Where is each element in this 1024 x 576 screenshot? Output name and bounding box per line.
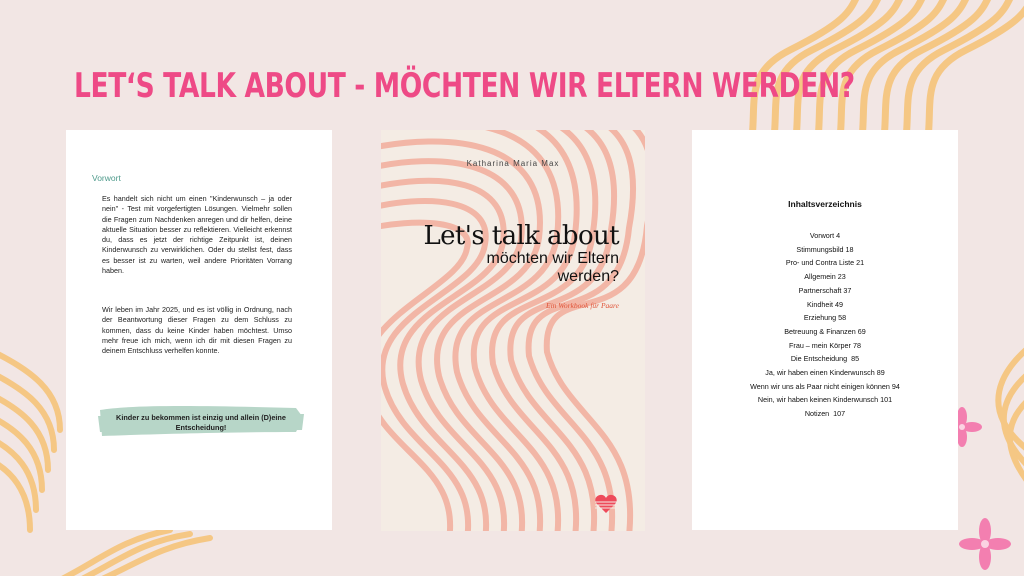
- wave-decoration-left: [0, 330, 70, 576]
- heart-icon: [595, 494, 617, 514]
- preview-page-toc: [692, 130, 958, 530]
- toc-item: Wenn wir uns als Paar nicht einigen können 94: [750, 381, 900, 391]
- toc-item: Erziehung 58: [803, 313, 847, 323]
- toc-item: Pro- und Contra Liste 21: [785, 258, 865, 268]
- quote-text: Kinder zu bekommen ist einzig und allein (D)eine Entscheidung!: [116, 413, 286, 432]
- toc-heading: Inhaltsverzeichnis: [788, 199, 862, 209]
- preview-page-vorwort: [66, 130, 332, 530]
- cover-author: Katharina Maria Max: [466, 159, 560, 168]
- toc-item: Notizen 107: [804, 409, 846, 419]
- cover-wave-pattern: [381, 130, 645, 531]
- wave-decoration-bottom-right: [958, 330, 1024, 530]
- toc-item: Vorwort 4: [809, 231, 841, 240]
- toc-item: Allgemein 23: [804, 272, 846, 282]
- toc-item: Ja, wir haben einen Kinderwunsch 89: [765, 368, 885, 378]
- toc-item: Betreuung & Finanzen 69: [784, 326, 866, 336]
- toc-item: Nein, wir haben keinen Kinderwunsch 101: [757, 395, 893, 405]
- flower-icon: [957, 516, 1013, 572]
- toc-item: Die Entscheidung 85: [790, 354, 860, 364]
- vorwort-paragraph: Wir leben im Jahr 2025, und es ist völlig in Ordnung, nach der Beantwortung dieser Fragen zu dem Schluss zu kommen, dass du keine Kinder haben möchtest. Umso mehr freue ich mich, wenn ich dir mit diesen Fragen zu deinem Entschluss verhelfen konnte.: [102, 305, 292, 356]
- toc-item: Kindheit 49: [807, 299, 843, 309]
- toc-item: Partnerschaft 37: [798, 285, 852, 295]
- cover-title: Let's talk about: [423, 221, 619, 251]
- toc-item: Stimmungsbild 18: [796, 244, 854, 254]
- vorwort-paragraph: Es handelt sich nicht um einen "Kinderwunsch – ja oder nein" - Test mit vorgefertigten Lösungen. Vielmehr sollen die Fragen zum Nachdenken anregen und dir helfen, deine aktuelle Situation besser zu reflektieren. Vielleicht erkennst du, dass es jetzt der richtige Zeitpunkt ist, deinen Kinderwunsch zu verwirklichen. Oder du stellst fest, dass es besser ist zu warten, weil andere Prioritäten Vorrang haben.: [102, 194, 292, 276]
- vorwort-heading: Vorwort: [92, 173, 121, 183]
- toc-list: [692, 229, 958, 421]
- book-cover: [381, 130, 645, 531]
- cover-subtitle: möchten wir Eltern werden?: [486, 250, 619, 285]
- page-headline: LET‘S TALK ABOUT - MÖCHTEN WIR ELTERN WERDEN?: [74, 66, 855, 106]
- cover-tagline: Ein Workbook für Paare: [546, 301, 619, 310]
- toc-item: Frau – mein Körper 78: [789, 340, 861, 350]
